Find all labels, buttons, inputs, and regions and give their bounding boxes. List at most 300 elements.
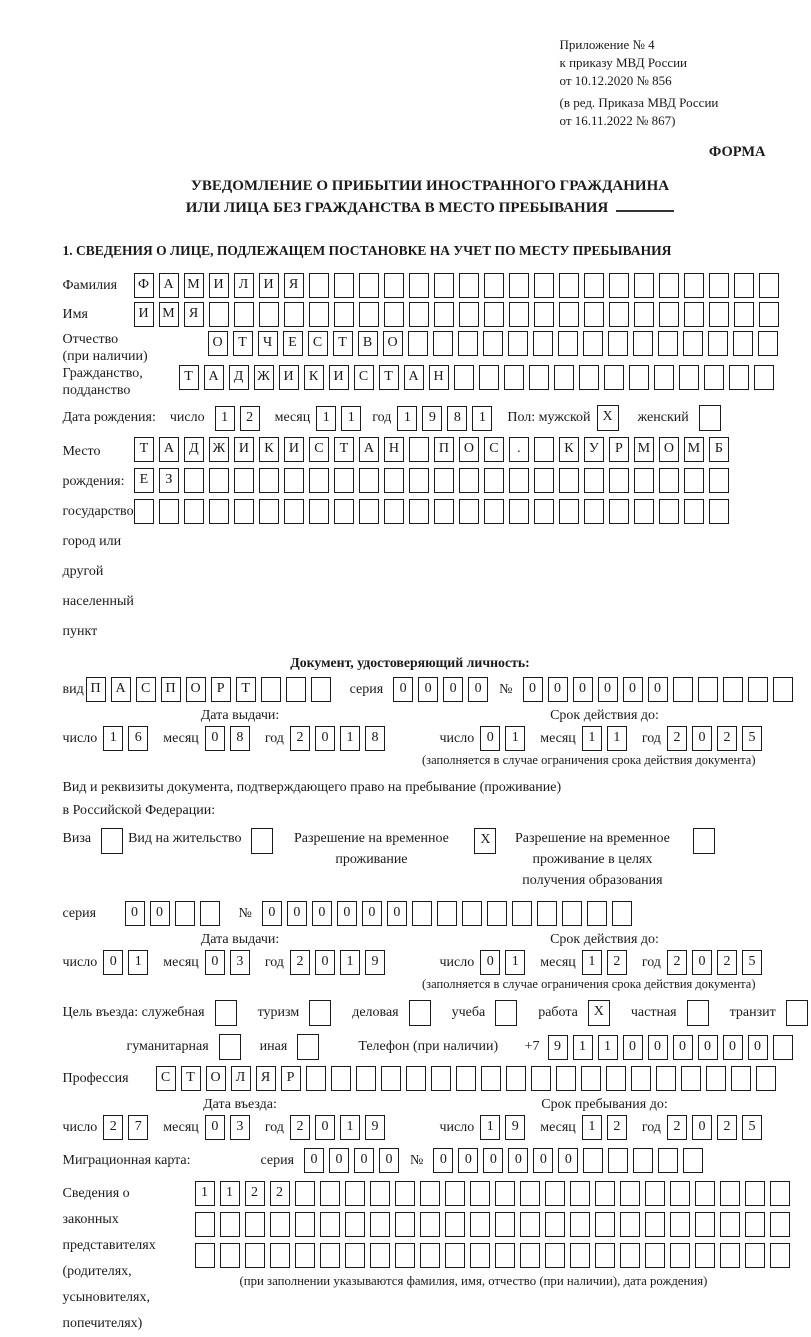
temp-residence-checkbox[interactable] — [474, 828, 501, 854]
char-cell[interactable]: Т — [333, 331, 353, 356]
char-cell[interactable] — [770, 1243, 790, 1268]
char-cell[interactable] — [409, 273, 429, 298]
char-cell[interactable]: Я — [284, 273, 304, 298]
char-cell[interactable] — [595, 1181, 615, 1206]
char-cell[interactable] — [531, 1066, 551, 1091]
char-cell[interactable] — [384, 273, 404, 298]
char-cell[interactable]: 9 — [548, 1035, 568, 1060]
char-cell[interactable] — [434, 302, 454, 327]
char-cell[interactable] — [506, 1066, 526, 1091]
char-cell[interactable] — [481, 1066, 501, 1091]
char-cell[interactable] — [175, 901, 195, 926]
char-cell[interactable]: 0 — [508, 1148, 528, 1173]
char-cell[interactable]: 1 — [582, 726, 602, 751]
char-cell[interactable] — [470, 1181, 490, 1206]
char-cell[interactable]: П — [86, 677, 106, 702]
char-cell[interactable] — [320, 1212, 340, 1237]
char-cell[interactable] — [309, 468, 329, 493]
char-cell[interactable] — [734, 273, 754, 298]
char-cell[interactable] — [670, 1181, 690, 1206]
char-cell[interactable] — [459, 302, 479, 327]
char-cell[interactable]: 0 — [692, 950, 712, 975]
char-cell[interactable] — [509, 302, 529, 327]
char-cell[interactable]: С — [309, 437, 329, 462]
char-cell[interactable] — [306, 1066, 326, 1091]
char-cell[interactable] — [284, 302, 304, 327]
char-cell[interactable] — [620, 1181, 640, 1206]
char-cell[interactable] — [699, 405, 721, 431]
char-cell[interactable] — [587, 901, 607, 926]
char-cell[interactable]: 0 — [598, 677, 618, 702]
char-cell[interactable] — [583, 1148, 603, 1173]
char-cell[interactable] — [462, 901, 482, 926]
char-cell[interactable] — [645, 1243, 665, 1268]
char-cell[interactable] — [734, 302, 754, 327]
char-cell[interactable] — [695, 1181, 715, 1206]
char-cell[interactable] — [559, 499, 579, 524]
char-cell[interactable]: 2 — [607, 1115, 627, 1140]
char-cell[interactable] — [684, 273, 704, 298]
char-cell[interactable] — [656, 1066, 676, 1091]
char-cell[interactable] — [484, 499, 504, 524]
char-cell[interactable]: И — [279, 365, 299, 390]
char-cell[interactable] — [311, 677, 331, 702]
char-cell[interactable]: 2 — [290, 726, 310, 751]
char-cell[interactable] — [295, 1181, 315, 1206]
char-cell[interactable]: Я — [256, 1066, 276, 1091]
char-cell[interactable] — [184, 468, 204, 493]
char-cell[interactable]: 1 — [103, 726, 123, 751]
char-cell[interactable]: 1 — [480, 1115, 500, 1140]
char-cell[interactable]: А — [359, 437, 379, 462]
char-cell[interactable]: П — [161, 677, 181, 702]
char-cell[interactable] — [770, 1181, 790, 1206]
char-cell[interactable] — [334, 273, 354, 298]
char-cell[interactable] — [184, 499, 204, 524]
char-cell[interactable] — [608, 1148, 628, 1173]
char-cell[interactable] — [270, 1212, 290, 1237]
char-cell[interactable] — [359, 302, 379, 327]
char-cell[interactable] — [437, 901, 457, 926]
char-cell[interactable] — [334, 468, 354, 493]
char-cell[interactable] — [101, 828, 123, 854]
char-cell[interactable] — [683, 1148, 703, 1173]
char-cell[interactable]: Т — [379, 365, 399, 390]
char-cell[interactable] — [261, 677, 281, 702]
char-cell[interactable]: 2 — [717, 1115, 737, 1140]
char-cell[interactable] — [659, 499, 679, 524]
char-cell[interactable] — [773, 1035, 793, 1060]
char-cell[interactable] — [708, 331, 728, 356]
char-cell[interactable]: 2 — [667, 726, 687, 751]
char-cell[interactable]: 0 — [468, 677, 488, 702]
char-cell[interactable] — [709, 499, 729, 524]
char-cell[interactable]: О — [459, 437, 479, 462]
char-cell[interactable] — [698, 677, 718, 702]
char-cell[interactable] — [545, 1243, 565, 1268]
char-cell[interactable] — [584, 302, 604, 327]
char-cell[interactable] — [634, 302, 654, 327]
char-cell[interactable] — [520, 1243, 540, 1268]
char-cell[interactable]: 0 — [362, 901, 382, 926]
char-cell[interactable] — [609, 468, 629, 493]
char-cell[interactable]: 0 — [205, 1115, 225, 1140]
visa-checkbox[interactable] — [101, 828, 128, 854]
char-cell[interactable]: 2 — [245, 1181, 265, 1206]
char-cell[interactable] — [445, 1212, 465, 1237]
char-cell[interactable] — [609, 273, 629, 298]
char-cell[interactable] — [534, 499, 554, 524]
char-cell[interactable] — [431, 1066, 451, 1091]
char-cell[interactable] — [759, 302, 779, 327]
char-cell[interactable] — [770, 1212, 790, 1237]
char-cell[interactable] — [434, 468, 454, 493]
char-cell[interactable] — [758, 331, 778, 356]
char-cell[interactable]: А — [159, 273, 179, 298]
char-cell[interactable]: 0 — [748, 1035, 768, 1060]
char-cell[interactable]: 0 — [393, 677, 413, 702]
char-cell[interactable] — [545, 1181, 565, 1206]
char-cell[interactable] — [695, 1243, 715, 1268]
char-cell[interactable] — [484, 468, 504, 493]
char-cell[interactable]: Т — [334, 437, 354, 462]
char-cell[interactable] — [334, 302, 354, 327]
char-cell[interactable]: 0 — [480, 950, 500, 975]
char-cell[interactable]: 1 — [340, 1115, 360, 1140]
char-cell[interactable] — [445, 1181, 465, 1206]
char-cell[interactable]: 0 — [150, 901, 170, 926]
char-cell[interactable] — [731, 1066, 751, 1091]
char-cell[interactable]: Ж — [254, 365, 274, 390]
char-cell[interactable]: 1 — [573, 1035, 593, 1060]
char-cell[interactable]: 6 — [128, 726, 148, 751]
char-cell[interactable] — [570, 1243, 590, 1268]
char-cell[interactable] — [745, 1243, 765, 1268]
char-cell[interactable] — [534, 302, 554, 327]
char-cell[interactable]: 1 — [215, 406, 235, 431]
char-cell[interactable] — [359, 273, 379, 298]
char-cell[interactable]: 1 — [340, 950, 360, 975]
char-cell[interactable]: 0 — [315, 1115, 335, 1140]
char-cell[interactable]: Б — [709, 437, 729, 462]
residence-permit-checkbox[interactable] — [251, 828, 278, 854]
char-cell[interactable]: X — [588, 1000, 610, 1026]
char-cell[interactable] — [709, 273, 729, 298]
char-cell[interactable] — [495, 1181, 515, 1206]
char-cell[interactable] — [370, 1212, 390, 1237]
male-checkbox[interactable] — [597, 405, 624, 431]
char-cell[interactable] — [537, 901, 557, 926]
char-cell[interactable] — [234, 499, 254, 524]
char-cell[interactable]: 2 — [290, 950, 310, 975]
char-cell[interactable]: . — [509, 437, 529, 462]
char-cell[interactable] — [484, 273, 504, 298]
char-cell[interactable] — [709, 302, 729, 327]
char-cell[interactable]: Ф — [134, 273, 154, 298]
char-cell[interactable] — [220, 1243, 240, 1268]
char-cell[interactable] — [720, 1212, 740, 1237]
char-cell[interactable] — [454, 365, 474, 390]
purpose-other-checkbox[interactable] — [297, 1034, 324, 1060]
char-cell[interactable]: 1 — [316, 406, 336, 431]
char-cell[interactable] — [209, 468, 229, 493]
char-cell[interactable] — [634, 468, 654, 493]
char-cell[interactable] — [459, 499, 479, 524]
char-cell[interactable]: Р — [609, 437, 629, 462]
char-cell[interactable] — [134, 499, 154, 524]
char-cell[interactable] — [534, 273, 554, 298]
char-cell[interactable] — [631, 1066, 651, 1091]
char-cell[interactable] — [654, 365, 674, 390]
char-cell[interactable] — [756, 1066, 776, 1091]
char-cell[interactable] — [483, 331, 503, 356]
char-cell[interactable] — [609, 499, 629, 524]
char-cell[interactable]: 2 — [667, 950, 687, 975]
char-cell[interactable]: 2 — [270, 1181, 290, 1206]
char-cell[interactable]: 0 — [458, 1148, 478, 1173]
char-cell[interactable] — [356, 1066, 376, 1091]
char-cell[interactable]: И — [209, 273, 229, 298]
char-cell[interactable] — [456, 1066, 476, 1091]
char-cell[interactable]: 7 — [128, 1115, 148, 1140]
char-cell[interactable] — [556, 1066, 576, 1091]
char-cell[interactable] — [395, 1212, 415, 1237]
char-cell[interactable] — [370, 1181, 390, 1206]
char-cell[interactable] — [754, 365, 774, 390]
char-cell[interactable] — [706, 1066, 726, 1091]
char-cell[interactable] — [658, 1148, 678, 1173]
char-cell[interactable]: 8 — [365, 726, 385, 751]
char-cell[interactable] — [773, 677, 793, 702]
char-cell[interactable] — [309, 1000, 331, 1026]
purpose-official-checkbox[interactable] — [215, 1000, 242, 1026]
char-cell[interactable] — [745, 1212, 765, 1237]
char-cell[interactable]: 1 — [397, 406, 417, 431]
char-cell[interactable] — [420, 1243, 440, 1268]
char-cell[interactable] — [434, 499, 454, 524]
char-cell[interactable] — [670, 1243, 690, 1268]
char-cell[interactable] — [595, 1212, 615, 1237]
char-cell[interactable] — [583, 331, 603, 356]
char-cell[interactable]: 0 — [312, 901, 332, 926]
char-cell[interactable] — [584, 273, 604, 298]
char-cell[interactable]: З — [159, 468, 179, 493]
char-cell[interactable]: К — [304, 365, 324, 390]
char-cell[interactable] — [345, 1243, 365, 1268]
char-cell[interactable] — [595, 1243, 615, 1268]
char-cell[interactable] — [620, 1243, 640, 1268]
char-cell[interactable]: К — [559, 437, 579, 462]
char-cell[interactable]: С — [308, 331, 328, 356]
char-cell[interactable]: Е — [134, 468, 154, 493]
char-cell[interactable] — [370, 1243, 390, 1268]
char-cell[interactable] — [459, 273, 479, 298]
char-cell[interactable] — [733, 331, 753, 356]
char-cell[interactable]: 0 — [623, 677, 643, 702]
char-cell[interactable]: 5 — [742, 726, 762, 751]
char-cell[interactable]: Т — [236, 677, 256, 702]
char-cell[interactable] — [509, 499, 529, 524]
char-cell[interactable]: 0 — [103, 950, 123, 975]
char-cell[interactable]: 0 — [379, 1148, 399, 1173]
char-cell[interactable]: Д — [184, 437, 204, 462]
char-cell[interactable] — [584, 499, 604, 524]
char-cell[interactable] — [709, 468, 729, 493]
char-cell[interactable] — [359, 499, 379, 524]
char-cell[interactable]: Д — [229, 365, 249, 390]
char-cell[interactable] — [484, 302, 504, 327]
char-cell[interactable]: 8 — [447, 406, 467, 431]
purpose-humanitarian-checkbox[interactable] — [219, 1034, 246, 1060]
char-cell[interactable] — [570, 1212, 590, 1237]
char-cell[interactable] — [684, 302, 704, 327]
char-cell[interactable]: А — [404, 365, 424, 390]
char-cell[interactable] — [720, 1181, 740, 1206]
char-cell[interactable] — [295, 1243, 315, 1268]
char-cell[interactable] — [395, 1181, 415, 1206]
char-cell[interactable] — [495, 1243, 515, 1268]
char-cell[interactable] — [359, 468, 379, 493]
char-cell[interactable] — [320, 1181, 340, 1206]
char-cell[interactable] — [684, 468, 704, 493]
char-cell[interactable]: Ж — [209, 437, 229, 462]
char-cell[interactable] — [420, 1212, 440, 1237]
char-cell[interactable] — [529, 365, 549, 390]
char-cell[interactable]: 0 — [337, 901, 357, 926]
char-cell[interactable]: 0 — [315, 726, 335, 751]
char-cell[interactable] — [479, 365, 499, 390]
char-cell[interactable] — [395, 1243, 415, 1268]
char-cell[interactable]: 0 — [329, 1148, 349, 1173]
char-cell[interactable] — [381, 1066, 401, 1091]
char-cell[interactable]: В — [358, 331, 378, 356]
char-cell[interactable]: Т — [134, 437, 154, 462]
char-cell[interactable] — [309, 273, 329, 298]
char-cell[interactable] — [215, 1000, 237, 1026]
char-cell[interactable]: 1 — [341, 406, 361, 431]
char-cell[interactable] — [195, 1212, 215, 1237]
char-cell[interactable]: X — [597, 405, 619, 431]
char-cell[interactable] — [645, 1181, 665, 1206]
char-cell[interactable] — [458, 331, 478, 356]
char-cell[interactable]: 9 — [365, 1115, 385, 1140]
char-cell[interactable] — [786, 1000, 808, 1026]
char-cell[interactable]: 2 — [717, 726, 737, 751]
char-cell[interactable]: 1 — [128, 950, 148, 975]
char-cell[interactable]: 1 — [582, 1115, 602, 1140]
char-cell[interactable]: 0 — [304, 1148, 324, 1173]
char-cell[interactable]: 0 — [648, 677, 668, 702]
char-cell[interactable] — [209, 499, 229, 524]
char-cell[interactable] — [409, 499, 429, 524]
char-cell[interactable] — [645, 1212, 665, 1237]
char-cell[interactable] — [748, 677, 768, 702]
char-cell[interactable] — [659, 302, 679, 327]
char-cell[interactable]: А — [204, 365, 224, 390]
char-cell[interactable]: 2 — [240, 406, 260, 431]
char-cell[interactable]: 0 — [205, 950, 225, 975]
char-cell[interactable] — [579, 365, 599, 390]
char-cell[interactable] — [670, 1212, 690, 1237]
char-cell[interactable]: Е — [283, 331, 303, 356]
char-cell[interactable] — [534, 437, 554, 462]
char-cell[interactable]: 0 — [698, 1035, 718, 1060]
char-cell[interactable] — [470, 1243, 490, 1268]
char-cell[interactable]: А — [159, 437, 179, 462]
char-cell[interactable] — [487, 901, 507, 926]
char-cell[interactable] — [297, 1034, 319, 1060]
char-cell[interactable]: Я — [184, 302, 204, 327]
char-cell[interactable] — [345, 1212, 365, 1237]
char-cell[interactable]: М — [159, 302, 179, 327]
char-cell[interactable]: 0 — [673, 1035, 693, 1060]
char-cell[interactable] — [633, 331, 653, 356]
char-cell[interactable] — [683, 331, 703, 356]
char-cell[interactable]: 2 — [103, 1115, 123, 1140]
char-cell[interactable] — [295, 1212, 315, 1237]
char-cell[interactable] — [195, 1243, 215, 1268]
purpose-private-checkbox[interactable] — [687, 1000, 714, 1026]
char-cell[interactable]: 5 — [742, 1115, 762, 1140]
char-cell[interactable] — [219, 1034, 241, 1060]
char-cell[interactable] — [687, 1000, 709, 1026]
char-cell[interactable]: 9 — [505, 1115, 525, 1140]
char-cell[interactable] — [384, 499, 404, 524]
char-cell[interactable] — [559, 273, 579, 298]
char-cell[interactable]: 0 — [433, 1148, 453, 1173]
purpose-transit-checkbox[interactable] — [786, 1000, 811, 1026]
char-cell[interactable] — [470, 1212, 490, 1237]
char-cell[interactable]: 0 — [354, 1148, 374, 1173]
char-cell[interactable] — [259, 302, 279, 327]
purpose-study-checkbox[interactable] — [495, 1000, 522, 1026]
char-cell[interactable]: С — [484, 437, 504, 462]
char-cell[interactable] — [609, 302, 629, 327]
char-cell[interactable] — [629, 365, 649, 390]
char-cell[interactable] — [693, 828, 715, 854]
char-cell[interactable] — [612, 901, 632, 926]
char-cell[interactable] — [679, 365, 699, 390]
char-cell[interactable] — [559, 468, 579, 493]
temp-residence-edu-checkbox[interactable] — [693, 828, 720, 854]
char-cell[interactable] — [633, 1148, 653, 1173]
char-cell[interactable]: 0 — [558, 1148, 578, 1173]
char-cell[interactable] — [320, 1243, 340, 1268]
char-cell[interactable]: И — [329, 365, 349, 390]
char-cell[interactable]: И — [284, 437, 304, 462]
char-cell[interactable] — [408, 331, 428, 356]
char-cell[interactable] — [684, 499, 704, 524]
char-cell[interactable]: 2 — [607, 950, 627, 975]
char-cell[interactable]: П — [434, 437, 454, 462]
char-cell[interactable]: С — [156, 1066, 176, 1091]
char-cell[interactable] — [209, 302, 229, 327]
char-cell[interactable] — [581, 1066, 601, 1091]
char-cell[interactable] — [533, 331, 553, 356]
char-cell[interactable]: М — [634, 437, 654, 462]
char-cell[interactable]: 1 — [340, 726, 360, 751]
char-cell[interactable]: 2 — [290, 1115, 310, 1140]
char-cell[interactable]: Н — [429, 365, 449, 390]
char-cell[interactable] — [220, 1212, 240, 1237]
char-cell[interactable]: 0 — [692, 726, 712, 751]
char-cell[interactable] — [634, 499, 654, 524]
char-cell[interactable] — [412, 901, 432, 926]
char-cell[interactable] — [545, 1212, 565, 1237]
char-cell[interactable] — [695, 1212, 715, 1237]
char-cell[interactable]: 0 — [623, 1035, 643, 1060]
char-cell[interactable] — [445, 1243, 465, 1268]
